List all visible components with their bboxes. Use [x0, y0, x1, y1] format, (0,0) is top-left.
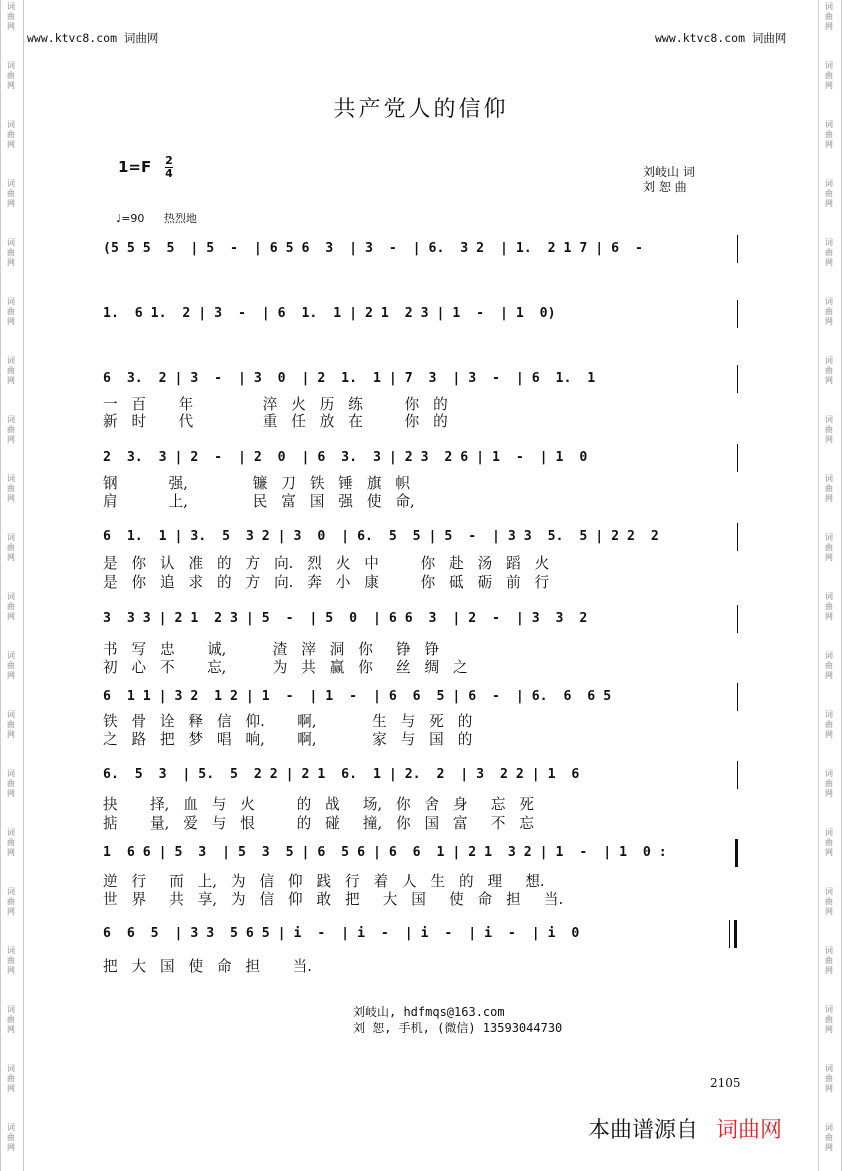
source-banner — [588, 1113, 782, 1144]
lyric-line-10-v1: 把 大 国 使 命 担 当. — [103, 958, 312, 975]
final-barline-thin — [729, 920, 730, 948]
repeat-barline — [735, 839, 738, 867]
barline — [737, 683, 738, 711]
time-signature-bottom: 4 — [165, 167, 173, 180]
watermark-glyph: 词 曲 网 — [825, 1123, 833, 1152]
watermark-glyph: 词 曲 网 — [825, 297, 833, 326]
barline — [737, 300, 738, 328]
barline — [737, 235, 738, 263]
watermark-glyph: 词 曲 网 — [7, 415, 15, 444]
watermark-glyph: 词 曲 网 — [7, 297, 15, 326]
watermark-glyph: 词 曲 网 — [7, 592, 15, 621]
watermark-glyph: 词 曲 网 — [825, 179, 833, 208]
barline — [737, 605, 738, 633]
song-title: 共产党人的信仰 — [333, 97, 509, 122]
lyricist-credit: 刘岐山 词 — [643, 165, 695, 179]
staff-row-6: 3 3 3 | 2 1 2 3 | 5 - | 5 0 | 6 6 3 | 2 - | 3 3 2 — [103, 611, 588, 626]
barline — [737, 523, 738, 551]
lyric-line-5-v1: 是 你 认 准 的 方 向. 烈 火 中 你 赴 汤 蹈 火 — [103, 555, 550, 572]
expression-mark: 热烈地 — [163, 212, 197, 225]
watermark-glyph: 词 曲 网 — [7, 1064, 15, 1093]
lyric-line-7-v2: 之 路 把 梦 唱 响, 啊, 家 与 国 的 — [103, 731, 473, 748]
watermark-glyph: 词 曲 网 — [825, 828, 833, 857]
lyric-line-3-v2: 新 时 代 重 任 放 在 你 的 — [103, 413, 448, 430]
watermark-glyph: 词 曲 网 — [825, 887, 833, 916]
lyric-line-4-v2: 肩 上, 民 富 国 强 使 命, — [103, 493, 415, 510]
contact-line-1: 刘岐山, hdfmqs@163.com — [353, 1005, 505, 1019]
lyric-line-4-v1: 钢 强, 镰 刀 铁 锤 旗 帜 — [103, 475, 410, 492]
source-label: 本曲谱源自 — [588, 1118, 699, 1143]
staff-row-5: 6 1. 1 | 3. 5 3 2 | 3 0 | 6. 5 5 | 5 - | 3 3 5. 5 | 2 2 2 — [103, 529, 659, 544]
staff-row-7: 6 1 1 | 3 2 1 2 | 1 - | 1 - | 6 6 5 | 6 - | 6. 6 6 5 — [103, 689, 612, 704]
watermark-glyph: 词 曲 网 — [825, 415, 833, 444]
watermark-glyph: 词 曲 网 — [7, 238, 15, 267]
lyric-line-9-v2: 世 界 共 享, 为 信 仰 敢 把 大 国 使 命 担 当. — [103, 891, 564, 908]
watermark-glyph: 词 曲 网 — [825, 356, 833, 385]
staff-row-8: 6. 5 3 | 5. 5 2 2 | 2 1 6. 1 | 2. 2 | 3 2 2 | 1 6 — [103, 767, 580, 782]
barline — [737, 365, 738, 393]
watermark-glyph: 词 曲 网 — [825, 592, 833, 621]
watermark-glyph: 词 曲 网 — [825, 474, 833, 503]
staff-row-2: 1. 6 1. 2 | 3 - | 6 1. 1 | 2 1 2 3 | 1 - | 1 0) — [103, 306, 556, 321]
tempo-marking — [116, 210, 197, 226]
left-watermark-strip — [0, 0, 24, 1171]
watermark-glyph: 词 曲 网 — [7, 651, 15, 680]
contact-line-2: 刘 恕, 手机, (微信) 13593044730 — [353, 1021, 563, 1035]
composer-credit: 刘 恕 曲 — [643, 180, 687, 194]
watermark-glyph: 词 曲 网 — [7, 1123, 15, 1152]
page-number: 2105 — [710, 1076, 741, 1090]
watermark-glyph: 词 曲 网 — [825, 1064, 833, 1093]
staff-row-10: 6 6 5 | 3 3 5 6 5 | i - | i - | i - | i - | i 0 — [103, 926, 580, 941]
key-signature: 1=F — [118, 158, 152, 176]
watermark-glyph: 词 曲 网 — [7, 356, 15, 385]
lyric-line-8-v1: 抉 择, 血 与 火 的 战 场, 你 舍 身 忘 死 — [103, 796, 534, 813]
watermark-glyph: 词 曲 网 — [7, 120, 15, 149]
lyric-line-9-v1: 逆 行 而 上, 为 信 仰 践 行 着 人 生 的 理 想. — [103, 873, 545, 890]
lyric-line-8-v2: 掂 量, 爱 与 恨 的 碰 撞, 你 国 富 不 忘 — [103, 815, 534, 832]
watermark-glyph: 词 曲 网 — [7, 533, 15, 562]
watermark-glyph: 词 曲 网 — [7, 179, 15, 208]
watermark-glyph: 词 曲 网 — [7, 1005, 15, 1034]
watermark-glyph: 词 曲 网 — [825, 120, 833, 149]
watermark-glyph: 词 曲 网 — [825, 651, 833, 680]
tempo-value: ♩=90 — [116, 212, 145, 225]
watermark-glyph: 词 曲 网 — [825, 1005, 833, 1034]
watermark-glyph: 词 曲 网 — [825, 238, 833, 267]
watermark-glyph: 词 曲 网 — [7, 710, 15, 739]
watermark-glyph: 词 曲 网 — [7, 769, 15, 798]
watermark-glyph: 词 曲 网 — [7, 887, 15, 916]
watermark-glyph: 词 曲 网 — [7, 946, 15, 975]
watermark-glyph: 词 曲 网 — [825, 533, 833, 562]
watermark-glyph: 词 曲 网 — [825, 710, 833, 739]
watermark-glyph: 词 曲 网 — [7, 61, 15, 90]
watermark-glyph: 词 曲 网 — [7, 828, 15, 857]
final-barline-thick — [734, 920, 737, 948]
lyric-line-6-v2: 初 心 不 忘, 为 共 赢 你 丝 绸 之 — [103, 659, 468, 676]
time-signature-top: 2 — [165, 154, 173, 167]
lyric-line-3-v1: 一 百 年 淬 火 历 练 你 的 — [103, 396, 448, 413]
watermark-glyph: 词 曲 网 — [825, 769, 833, 798]
watermark-glyph: 词 曲 网 — [825, 946, 833, 975]
staff-row-3: 6 3. 2 | 3 - | 3 0 | 2 1. 1 | 7 3 | 3 - | 6 1. 1 — [103, 371, 596, 386]
watermark-glyph: 词 曲 网 — [825, 2, 833, 31]
watermark-glyph: 词 曲 网 — [7, 474, 15, 503]
time-signature — [165, 155, 173, 180]
watermark-glyph: 词 曲 网 — [7, 2, 15, 31]
lyric-line-6-v1: 书 写 忠 诚, 渣 滓 洞 你 铮 铮 — [103, 641, 440, 658]
staff-row-9: 1 6 6 | 5 3 | 5 3 5 | 6 5 6 | 6 6 1 | 2 1 3 2 | 1 - | 1 0 : — [103, 845, 667, 860]
site-url-right[interactable]: www.ktvc8.com 词曲网 — [655, 31, 787, 45]
lyric-line-7-v1: 铁 骨 诠 释 信 仰. 啊, 生 与 死 的 — [103, 713, 473, 730]
barline — [737, 444, 738, 472]
source-site-link[interactable]: 词曲网 — [716, 1118, 783, 1143]
staff-row-1: (5 5 5 5 | 5 - | 6 5 6 3 | 3 - | 6. 3 2 | 1. 2 1 7 | 6 - — [103, 241, 643, 256]
right-watermark-strip — [818, 0, 842, 1171]
staff-row-4: 2 3. 3 | 2 - | 2 0 | 6 3. 3 | 2 3 2 6 | 1 - | 1 0 — [103, 450, 588, 465]
lyric-line-5-v2: 是 你 追 求 的 方 向. 奔 小 康 你 砥 砺 前 行 — [103, 574, 550, 591]
site-url-left[interactable]: www.ktvc8.com 词曲网 — [27, 31, 159, 45]
barline — [737, 761, 738, 789]
watermark-glyph: 词 曲 网 — [825, 61, 833, 90]
